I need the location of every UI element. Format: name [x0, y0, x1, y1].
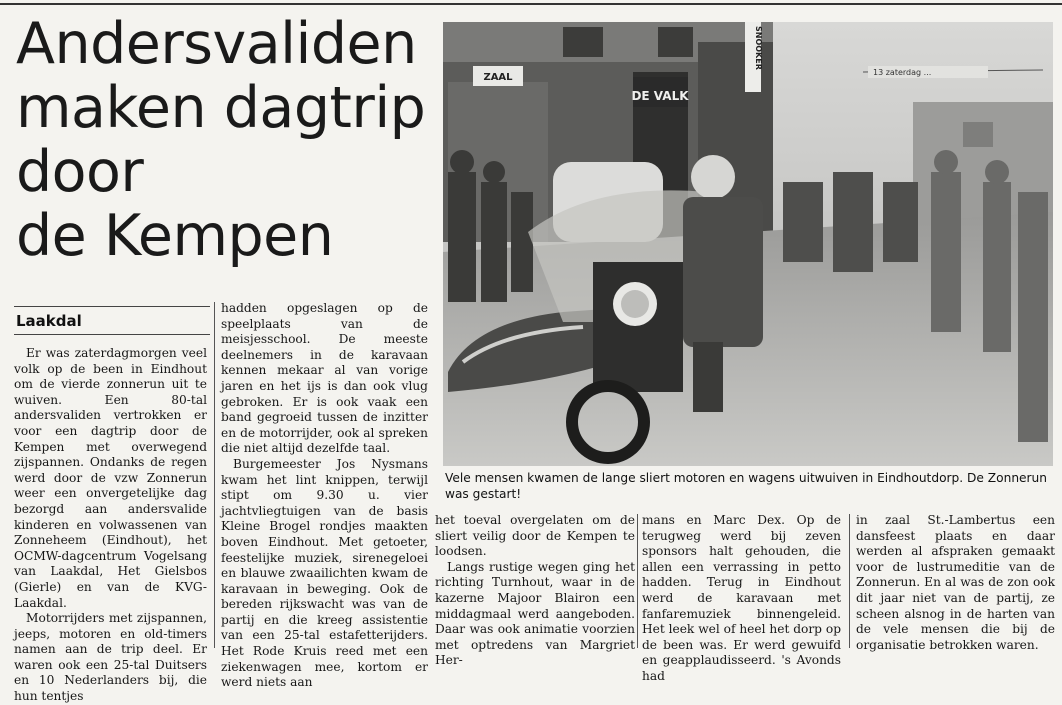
article-paragraph: Er was zaterdagmorgen veel volk op de been in Eindhout om de vierde zonnerun uit te wuiven. Een 80-tal andersvaliden vertrokken er voor een dagtrip door de Kempen met overwegend zijspannen. Ondanks de regen werd door de vzw Zonnerun weer een onvergetelijke dag bezorgd aan andersvalide kinderen en volwassenen van Zonneheem (Eindhout), het OCMW-dagcentrum Vogelsang van Laakdal, Het Gielsbos (Gierle) en van de KVG-Laakdal.	[14, 346, 207, 610]
article-paragraph: Langs rustige wegen ging het richting Turnhout, waar in de kazerne Majoor Blairon een middagmaal werd aangeboden. Daar was ook animatie voorzien met optredens van Margriet Her-	[435, 559, 635, 668]
top-rule	[0, 3, 1062, 5]
headline-line: door	[16, 139, 144, 205]
dateline-rule	[14, 334, 210, 335]
column-rule	[214, 302, 215, 648]
article-paragraph: Motorrijders met zijspannen, jeeps, motoren en old-timers namen aan de trip deel. Er waren ook een 25-tal Duitsers en 10 Nederlanders bij, die hun tentjes	[14, 611, 207, 704]
column-rule	[849, 514, 850, 648]
article-photo	[443, 22, 1053, 466]
article-paragraph: het toeval overgelaten om de sliert veilig door de Kempen te loodsen.	[435, 513, 635, 559]
headline-line: Andersvaliden	[16, 11, 417, 77]
photo-sign-snooker: SNOOKER	[754, 26, 763, 70]
article-paragraph: in zaal St.-Lambertus een dansfeest plaats en daar werden al afspraken gemaakt voor de lustrumeditie van de Zonnerun. En al was de zon ook dit jaar niet van de partij, ze scheen alsnog in de harten van de vele mensen die bij de organisatie betrokken waren.	[856, 513, 1055, 652]
article-column-3	[435, 513, 635, 669]
photo-sign-zaal: ZAAL	[483, 72, 513, 83]
headline-line: maken dagtrip	[16, 75, 426, 141]
article-paragraph: mans en Marc Dex. Op de terugweg werd bij zeven sponsors halt gehouden, die allen een verrassing in petto hadden. Terug in Eindhout werd de karavaan met fanfaremuziek binnengeleid. Het leek wel of heel het dorp op de been was. Er werd gewuifd en geapplaudisseerd. 's Avonds had	[642, 513, 841, 683]
article-column-1	[14, 346, 207, 705]
article-headline	[16, 12, 426, 268]
dateline: Laakdal	[16, 312, 82, 330]
column-rule	[637, 514, 638, 648]
article-paragraph: hadden opgeslagen op de speelplaats van de meisjesschool. De meeste deelnemers in de karavaan kennen mekaar al van vorige jaren en het ijs is dan ook vlug gebroken. Er is ook vaak een band gegroeid tussen de inzitter en de motorrijder, ook al spreken die niet altijd dezelfde taal.	[221, 301, 428, 456]
article-paragraph: Burgemeester Jos Nysmans kwam het lint knippen, terwijl stipt om 9.30 u. vier jachtvliegtuigen van de basis Kleine Brogel rondjes maakten boven Eindhout. Met getoeter, feestelijke muziek, sirenegeloei en blauwe zwaailichten kwam de karavaan in beweging. Ook de bereden rijkswacht was van de partij en die kreeg assistentie van een 25-tal estafetterijders. Het Rode Kruis reed met een ziekenwagen mee, kortom er werd niets aan	[221, 456, 428, 690]
article-column-2	[221, 301, 428, 691]
photo-sign-valk: DE VALK	[631, 89, 689, 103]
article-column-5	[856, 513, 1055, 653]
headline-line: de Kempen	[16, 203, 334, 269]
photo-caption: Vele mensen kwamen de lange sliert motoren en wagens uitwuiven in Eindhoutdorp. De Zonnerun was gestart!	[445, 471, 1047, 501]
photo-illustration	[443, 22, 1053, 466]
article-column-4	[642, 513, 841, 685]
photo-banner: 13 zaterdag ...	[873, 68, 932, 77]
headline-rule	[14, 306, 210, 307]
